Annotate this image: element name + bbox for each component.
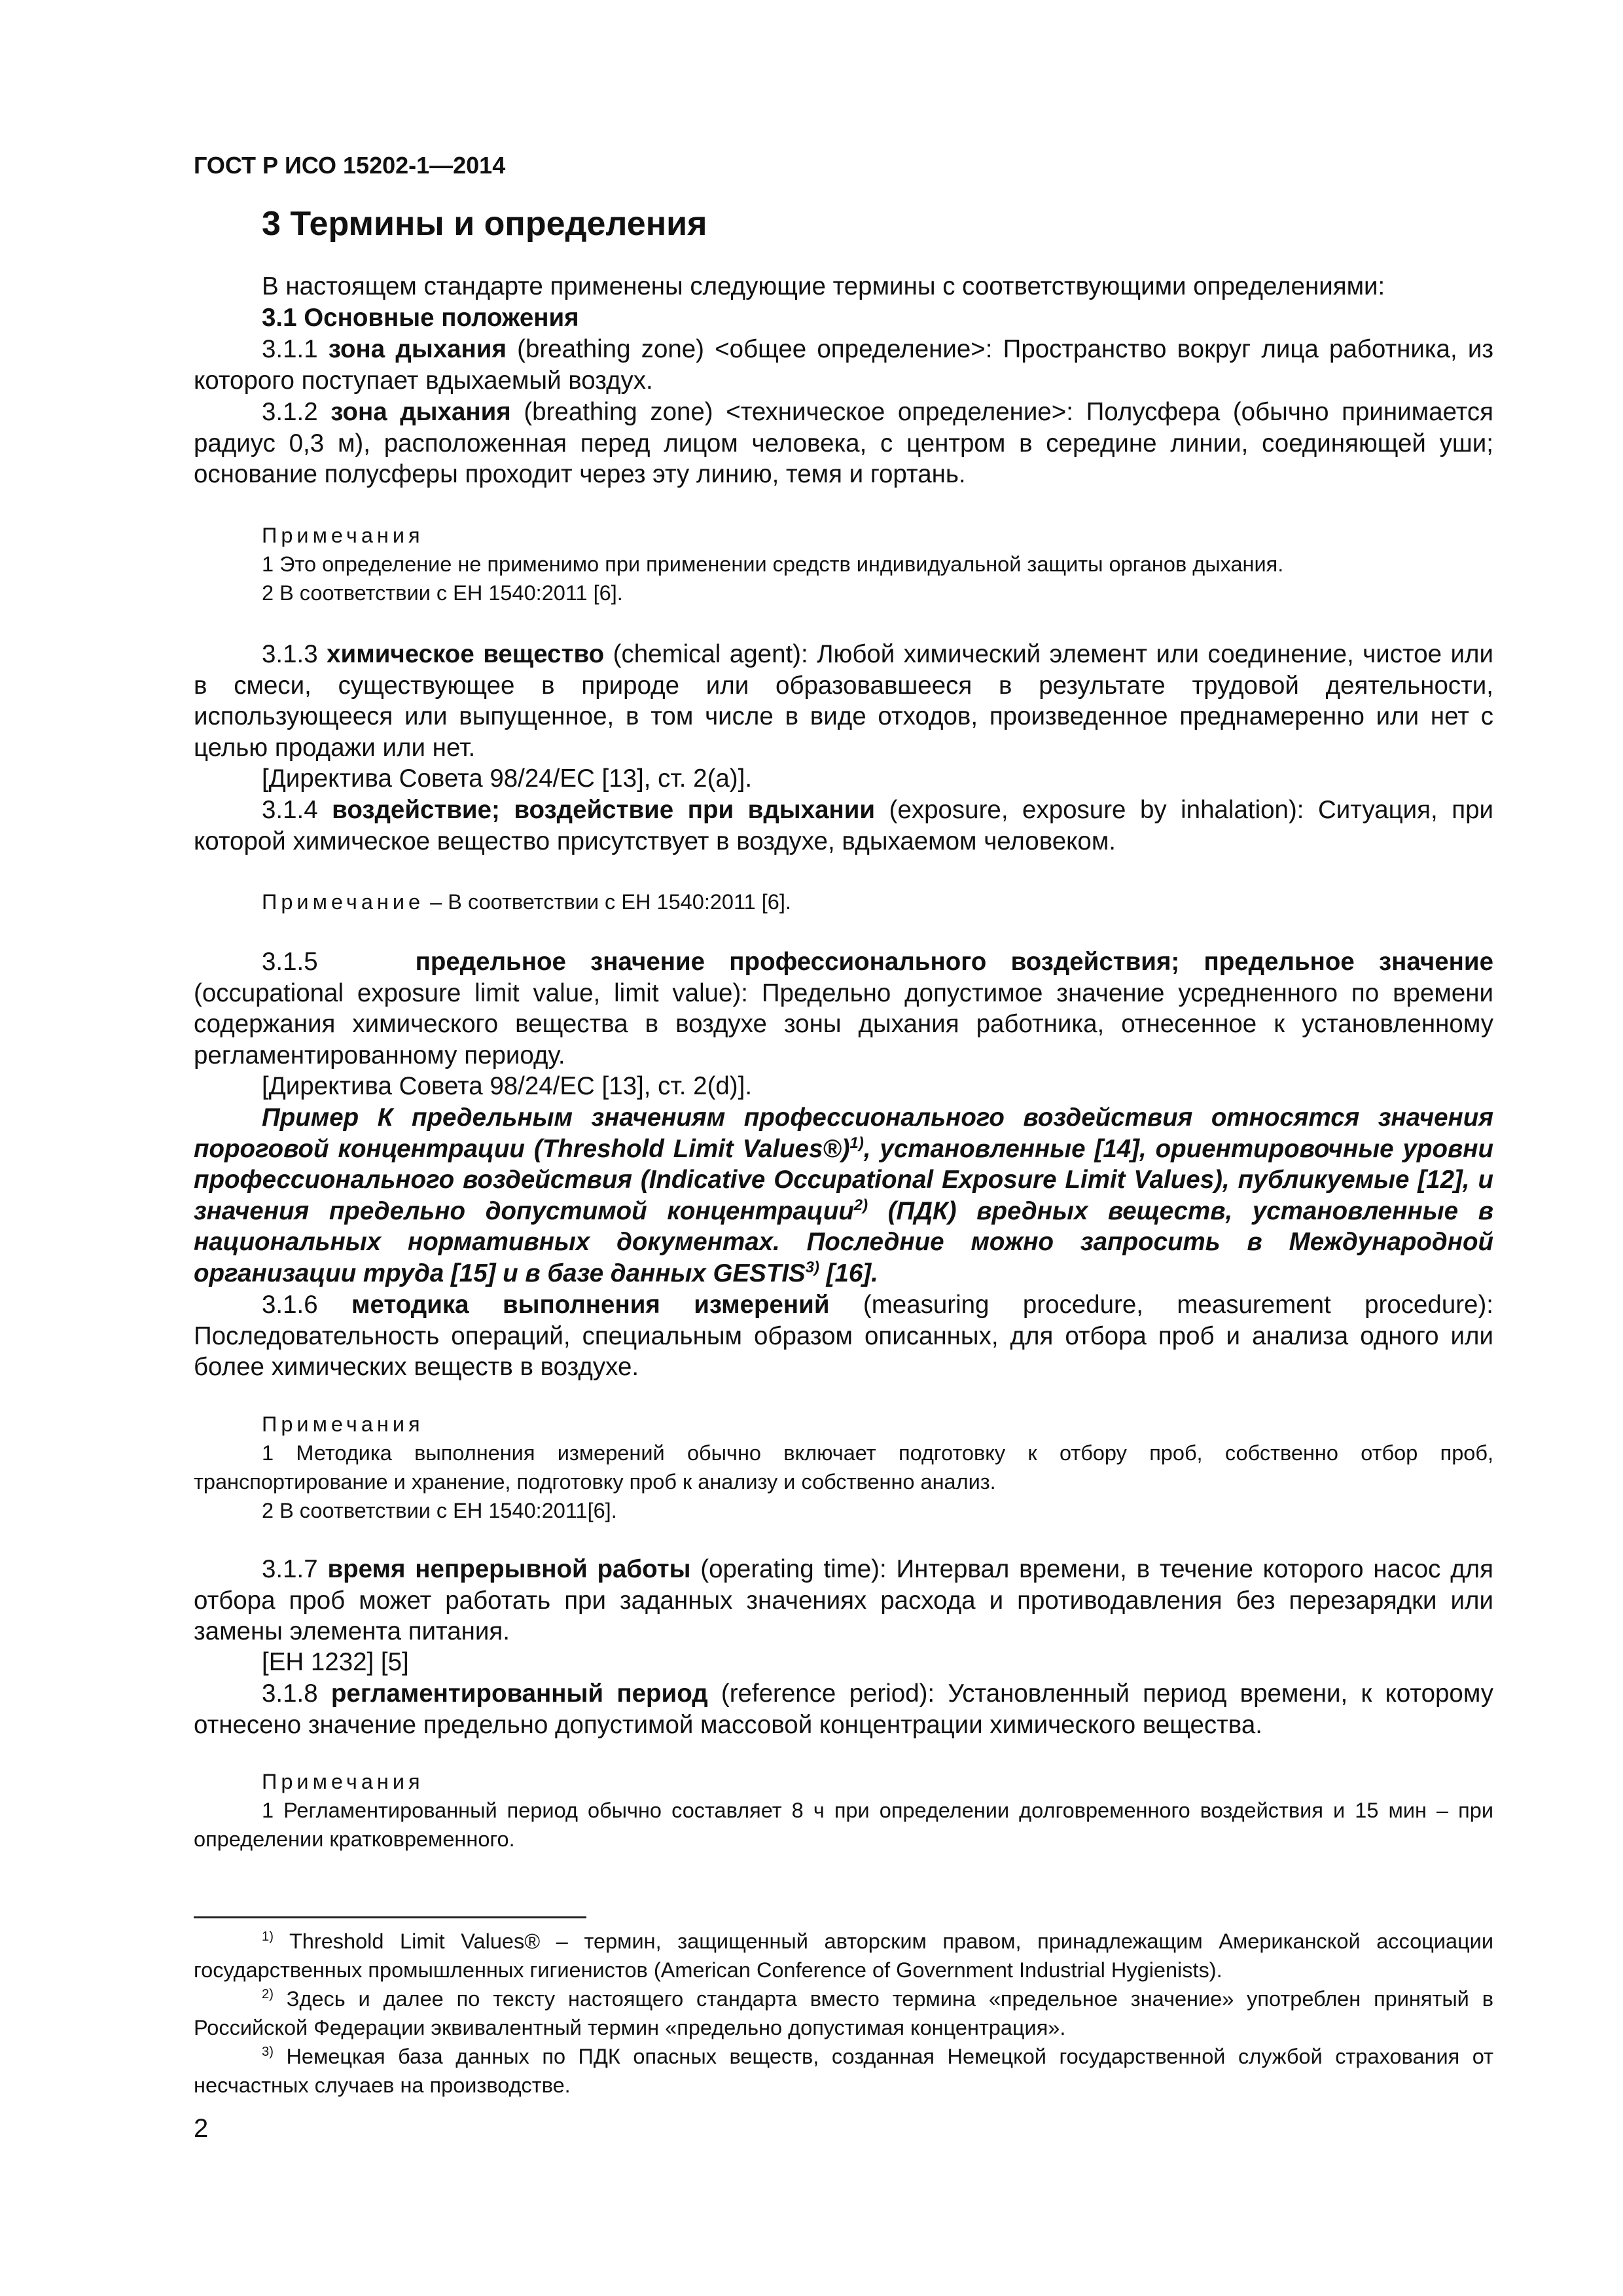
term-number: 3.1.6 — [262, 1291, 318, 1319]
term-name: регламентированный период — [330, 1679, 708, 1708]
example-text: , установленные [14], ориентировочные уровни профессионального воздействия (Indicative Occupational Exposure Limit Values), публикуемые [12], и значения предельно допустимой концентрации — [194, 1134, 1493, 1225]
note-item: 1 Регламентированный период обычно составляет 8 ч при определении долговременного воздействия и 15 мин – при определении кратковременного. — [194, 1799, 1493, 1851]
term-definition: (operating time): Интервал времени, в течение которого насос для отбора проб может работать при заданных значениях расхода и противодавления без перезарядки или замены элемента питания. — [194, 1555, 1493, 1645]
example-text: Пример К предельным значениям профессионального воздействия относятся значения пороговой концентрации (Threshold Limit Values®) — [194, 1103, 1493, 1163]
page-number: 2 — [194, 2114, 209, 2143]
footnote-separator — [194, 1916, 586, 1918]
footnote-mark: 3) — [262, 2045, 274, 2060]
note-item: 1 Это определение не применимо при применении средств индивидуальной защиты органов дыхания. — [262, 552, 1284, 576]
subsection-title: 3.1 Основные положения — [262, 304, 579, 332]
term-definition: (exposure, exposure by inhalation): Ситуация, при которой химическое вещество присутствует в воздухе, вдыхаемом человеком. — [194, 796, 1493, 855]
term-definition: (occupational exposure limit value, limit value): Предельно допустимое значение усредненного по времени содержания химического вещества в воздухе зоны дыхания работника, отнесенное к установленному регламентированному периоду. — [194, 978, 1493, 1069]
term-3-1-4 — [194, 795, 1493, 857]
term-3-1-3 — [194, 639, 1493, 763]
term-definition: (breathing zone) <техническое определение>: Полусфера (обычно принимается радиус 0,3 м), расположенная перед лицом человека, с центром в середине линии, соединяющей уши; основание полусферы проходит через эту линию, темя и гортань. — [194, 398, 1494, 488]
footnote-ref: 3) — [805, 1258, 819, 1276]
footnote-1 — [194, 1927, 1493, 1984]
term-3-1-7 — [194, 1554, 1493, 1647]
footnote-text: Немецкая база данных по ПДК опасных веществ, созданная Немецкой государственной службой страхования от несчастных случаев на производстве. — [194, 2045, 1493, 2097]
note-item: 2 В соответствии с ЕН 1540:2011[6]. — [262, 1499, 617, 1522]
note-text: – В соответствии с ЕН 1540:2011 [6]. — [424, 890, 791, 914]
intro-text: В настоящем стандарте применены следующие термины с соответствующими определениями: — [262, 272, 1385, 300]
term-number: 3.1.1 — [262, 335, 318, 363]
footnote-text: Здесь и далее по тексту настоящего стандарта вместо термина «предельное значение» употреблен принятый в Российской Федерации эквивалентный термин «предельно допустимая концентрация». — [194, 1987, 1493, 2039]
example-text: (ПДК) вредных веществ, установленные в национальных нормативных документах. Последние можно запросить в Международной организации труда [15] и в базе данных GESTIS — [194, 1196, 1493, 1287]
section-title: 3 Термины и определения — [262, 205, 707, 243]
term-number: 3.1.5 — [262, 948, 318, 976]
notes-label: Примечания — [262, 1770, 424, 1793]
term-definition: (breathing zone) <общее определение>: Пространство вокруг лица работника, из которого поступает вдыхаемый воздух. — [194, 335, 1493, 395]
note-label: Примечание — [262, 890, 425, 914]
term-name: зона дыхания — [330, 398, 511, 426]
term-3-1-5 — [194, 946, 1493, 1071]
term-3-1-2 — [194, 397, 1493, 490]
notes-label: Примечания — [262, 1412, 424, 1436]
notes-label: Примечания — [262, 524, 424, 547]
term-number: 3.1.7 — [262, 1555, 318, 1583]
term-name: воздействие; воздействие при вдыхании — [332, 796, 876, 824]
note-item: 2 В соответствии с ЕН 1540:2011 [6]. — [262, 581, 623, 605]
term-number: 3.1.2 — [262, 398, 318, 426]
footnote-mark: 2) — [262, 1987, 274, 2002]
footnote-ref: 2) — [853, 1196, 868, 1214]
term-name: предельное значение профессионального воздействия; предельное значение — [415, 948, 1493, 976]
footnote-3 — [194, 2042, 1493, 2100]
term-name: время непрерывной работы — [327, 1555, 691, 1583]
term-3-1-1 — [194, 334, 1493, 396]
footnote-text: Threshold Limit Values® – термин, защищенный авторским правом, принадлежащим Американской ассоциации государственных промышленных гигиенистов (American Conference of Government Industrial Hygienists). — [194, 1929, 1493, 1982]
footnote-ref: 1) — [849, 1134, 864, 1152]
term-definition: (reference period): Установленный период времени, к которому отнесено значение предельно допустимой массовой концентрации химического вещества. — [194, 1679, 1493, 1739]
term-definition: (chemical agent): Любой химический элемент или соединение, чистое или в смеси, существующее в природе или образовавшееся в результате трудовой деятельности, использующееся или выпущенное, в том числе в виде отходов, произведенное преднамеренно или нет с целью продажи или нет. — [194, 640, 1493, 762]
document-header: ГОСТ Р ИСО 15202-1—2014 — [194, 152, 506, 179]
term-number: 3.1.8 — [262, 1679, 318, 1708]
term-source: [ЕН 1232] [5] — [262, 1648, 409, 1676]
term-3-1-6 — [194, 1289, 1493, 1383]
term-number: 3.1.4 — [262, 796, 318, 824]
term-name: методика выполнения измерений — [351, 1291, 830, 1319]
note-single — [194, 888, 1493, 916]
term-3-1-8 — [194, 1678, 1493, 1740]
example-block — [194, 1102, 1493, 1289]
term-source: [Директива Совета 98/24/ЕС [13], ст. 2(d)]. — [262, 1072, 753, 1100]
example-text: [16]. — [819, 1259, 878, 1287]
term-source: [Директива Совета 98/24/ЕС [13], ст. 2(а)]. — [262, 764, 753, 793]
note-item: 1 Методика выполнения измерений обычно включает подготовку к отбору проб, собственно отбор проб, транспортирование и хранение, подготовку проб к анализу и собственно анализ. — [194, 1441, 1493, 1494]
term-number: 3.1.3 — [262, 640, 318, 668]
term-definition: (measuring procedure, measurement procedure): Последовательность операций, специальным образом описанных, для отбора проб и анализа одного или более химических веществ в воздухе. — [194, 1291, 1493, 1381]
footnote-mark: 1) — [262, 1929, 274, 1945]
term-name: химическое вещество — [327, 640, 605, 668]
term-name: зона дыхания — [328, 335, 507, 363]
footnote-2 — [194, 1984, 1493, 2042]
